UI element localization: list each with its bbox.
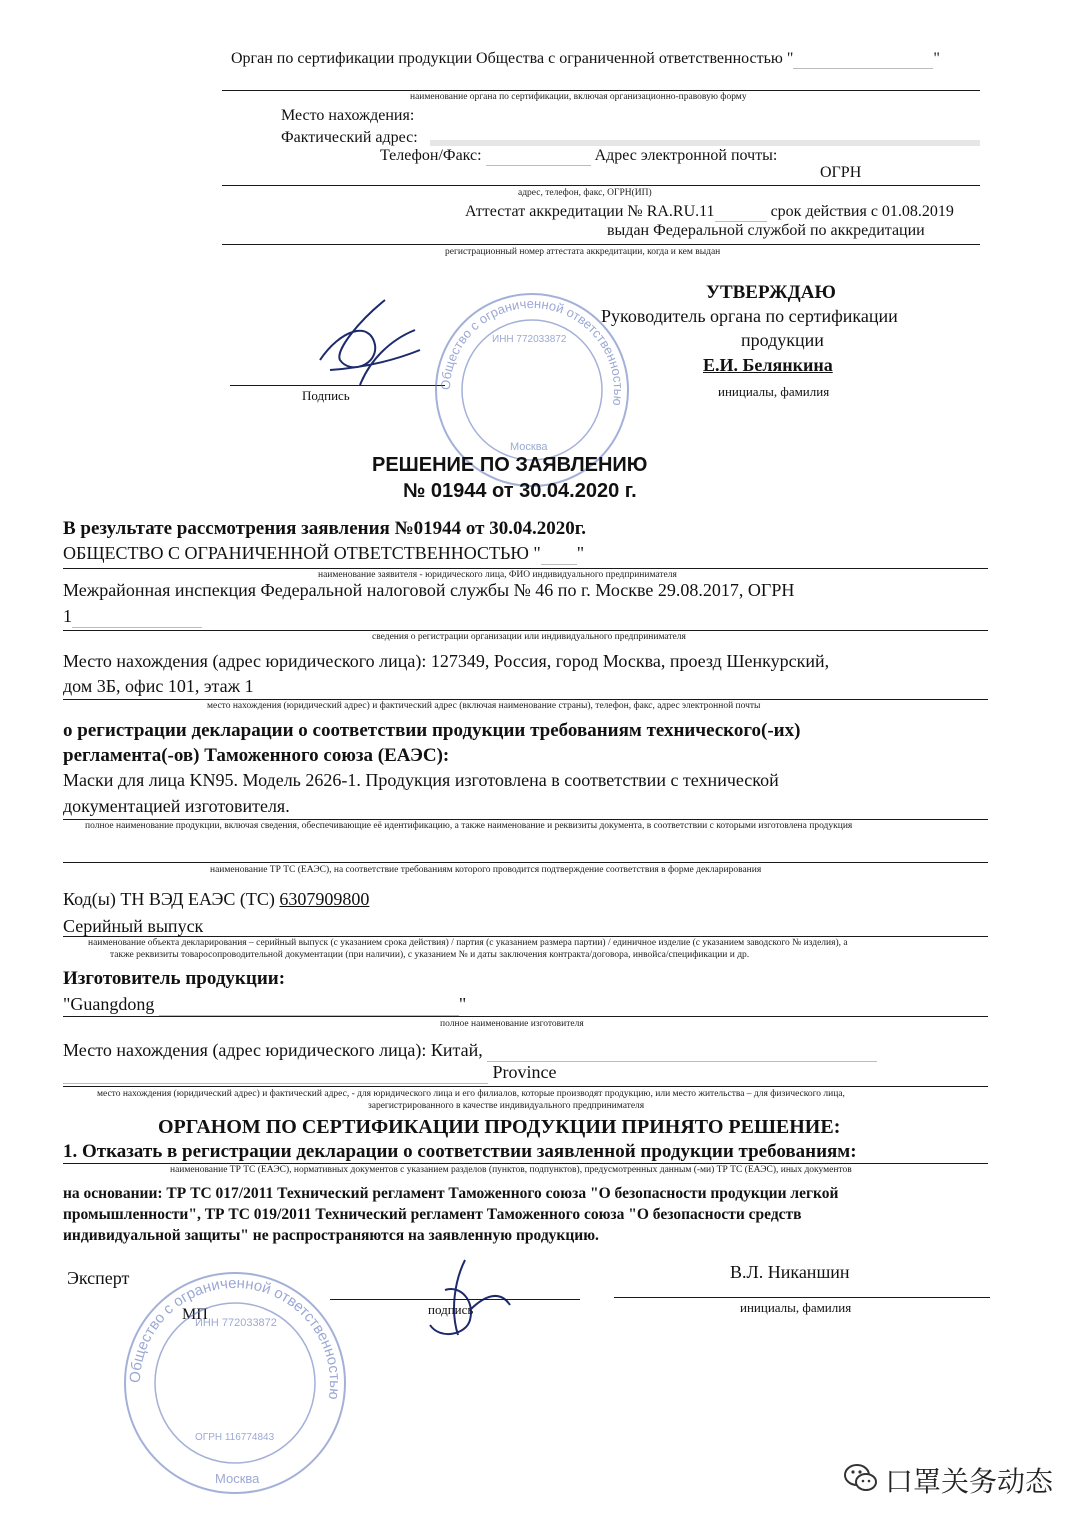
resolution-underline (63, 1163, 988, 1164)
head-title-2: продукции (741, 330, 824, 350)
accreditation-caption: регистрационный номер аттестата аккредитации, когда и кем выдан (445, 247, 721, 257)
org-caption: наименование органа по сертификации, включая организационно-правовую форму (410, 92, 747, 102)
expert-name-caption: инициалы, фамилия (740, 1300, 852, 1315)
org-title-underline (222, 90, 980, 91)
redacted-manufacturer-address-2 (63, 1062, 488, 1084)
product-description-underline (63, 819, 988, 820)
applicant-caption: наименование заявителя - юридического лица, ФИО индивидуального предпринимателя (318, 570, 677, 580)
expert-name: В.Л. Никаншин (730, 1262, 850, 1282)
registration-underline (63, 630, 988, 631)
approve-heading: УТВЕРЖДАЮ (706, 282, 836, 303)
svg-text:ИНН 772033872: ИНН 772033872 (492, 334, 567, 345)
head-signature-line (230, 385, 445, 386)
hs-code-line: Код(ы) ТН ВЭД ЕАЭС (ТС) 6307909800 (63, 889, 370, 909)
phone-line: Телефон/Факс: Адрес электронной почты: (380, 147, 778, 164)
org-title: Орган по сертификации продукции Общества с ограниченной ответственностью " " (231, 50, 940, 67)
contacts-caption: адрес, телефон, факс, ОГРН(ИП) (518, 188, 652, 198)
tr-caption: наименование ТР ТС (ЕАЭС), на соответствие требованиям которого проводится подтверждение соответствия в форме декларирования (210, 865, 762, 875)
redacted-ogrn (72, 606, 202, 628)
decision-title: РЕШЕНИЕ ПО ЗАЯВЛЕНИЮ (372, 454, 648, 476)
head-name-caption: инициалы, фамилия (718, 384, 830, 399)
svg-text:Общество с ограниченной ответс: Общество с ограниченной ответственностью (437, 295, 627, 407)
contacts-underline (222, 185, 980, 186)
applicant-address-2: дом 3Б, офис 101, этаж 1 (63, 676, 254, 696)
wechat-icon (843, 1460, 879, 1496)
manufacturer-address-1: Место нахождения (адрес юридического лица): Китай, (63, 1040, 877, 1062)
applicant-address-caption: место нахождения (юридический адрес) и фактический адрес (включая наименование страны), телефон, факс, адрес электронной почты (207, 701, 761, 711)
manufacturer-address-underline (63, 1086, 988, 1087)
svg-text:ОГРН 116774843: ОГРН 116774843 (195, 1432, 275, 1443)
expert-signature-caption: подпись (428, 1302, 474, 1317)
redacted-manufacturer (159, 994, 459, 1016)
redacted-applicant (541, 543, 577, 565)
registration-ogrn: 1 (63, 606, 202, 628)
ogrn-label: ОГРН (820, 164, 862, 181)
manufacturer-name: "Guangdong " (63, 994, 467, 1014)
product-description-2: документацией изготовителя. (63, 796, 290, 816)
expert-signature (400, 1250, 520, 1350)
expert-signature-line (330, 1299, 580, 1300)
hs-code: 6307909800 (279, 889, 370, 909)
manufacturer-label: Изготовитель продукции: (63, 968, 286, 989)
location-label: Место нахождения: (281, 107, 415, 124)
manufacturer-address-caption-2: зарегистрированного в качестве индивидуального предпринимателя (368, 1101, 645, 1111)
product-description-1: Маски для лица KN95. Модель 2626-1. Продукция изготовлена в соответствии с технической (63, 770, 779, 790)
actual-address-label: Фактический адрес: (281, 129, 418, 146)
applicant-address-underline (63, 699, 988, 700)
redacted-accreditation (715, 203, 767, 222)
accreditation-underline (222, 244, 980, 245)
serial-release: Серийный выпуск (63, 916, 204, 936)
resolution-item-1: 1. Отказать в регистрации декларации о соответствии заявленной продукции требованиям: (63, 1141, 857, 1162)
accreditation-line-1: Аттестат аккредитации № RA.RU.11 срок действия с 01.08.2019 (465, 203, 954, 220)
resolution-caption: наименование ТР ТС (ЕАЭС), нормативных документов с указанием разделов (пунктов, подпунктов), предусмотренных данным (-ми) ТР ТС (ЕАЭС), иных документов (170, 1165, 852, 1175)
tr-underline (63, 862, 988, 863)
object-caption-1: наименование объекта декларирования – серийный выпуск (с указанием срока действия) / партия (с указанием размера партии) / единичное изделие (с указанием заводского № изделия), а (88, 938, 848, 948)
manufacturer-underline (63, 1016, 988, 1017)
resolution-heading: ОРГАНОМ ПО СЕРТИФИКАЦИИ ПРОДУКЦИИ ПРИНЯТО РЕШЕНИЕ: (158, 1116, 841, 1138)
svg-text:Москва: Москва (510, 441, 548, 453)
redacted-manufacturer-address (487, 1040, 877, 1062)
manufacturer-address-caption-1: место нахождения (юридический адрес) и фактический адрес, - для юридического лица и его филиалов, которые производят продукцию, или место жительства – для физического лица, (97, 1089, 845, 1099)
applicant-address-1: Место нахождения (адрес юридического лица): 127349, Россия, город Москва, проезд Шенкурский, (63, 651, 830, 671)
basis-line-3: индивидуальной защиты" не распространяются на заявленную продукцию. (63, 1227, 599, 1244)
head-signature-caption: Подпись (302, 388, 350, 403)
decision-number: № 01944 от 30.04.2020 г. (403, 480, 637, 502)
basis-line-2: промышленности", ТР ТС 019/2011 Технический регламент Таможенного союза "О безопасности средств (63, 1206, 802, 1223)
head-name: Е.И. Белянкина (703, 355, 833, 375)
product-description-caption: полное наименование продукции, включая сведения, обеспечивающие её идентификацию, а также наименование и реквизиты документа, в соответствии с которыми изготовлена продукция (85, 821, 853, 831)
redacted-address (430, 140, 980, 146)
expert-name-line (614, 1297, 990, 1298)
accreditation-line-2: выдан Федеральной службой по аккредитации (607, 222, 925, 239)
watermark-text: 口罩关务动态 (885, 1466, 1054, 1497)
head-title-1: Руководитель органа по сертификации (601, 306, 898, 326)
stamp-place-label: МП (182, 1306, 208, 1323)
object-caption-2: также реквизиты товаросопроводительной документации (при наличии), с указанием № и даты заключения контракта/договора, инвойса/спецификации и др. (110, 950, 750, 960)
product-heading-2: регламента(-ов) Таможенного союза (ЕАЭС): (63, 745, 450, 766)
product-heading-1: о регистрации декларации о соответствии продукции требованиям технического(-их) (63, 720, 801, 741)
svg-text:Общество с ограниченной ответс: Общество с ограниченной ответственностью (126, 1274, 344, 1401)
company-stamp-bottom (120, 1268, 350, 1498)
manufacturer-caption: полное наименование изготовителя (440, 1019, 584, 1029)
redacted-org-name (793, 50, 933, 69)
registration-caption: сведения о регистрации организации или индивидуального предпринимателя (372, 632, 686, 642)
expert-label: Эксперт (67, 1268, 130, 1288)
applicant-underline (63, 568, 988, 569)
basis-line-1: на основании: ТР ТС 017/2011 Технический регламент Таможенного союза "О безопасности продукции легкой (63, 1185, 839, 1202)
applicant-name: ОБЩЕСТВО С ОГРАНИЧЕННОЙ ОТВЕТСТВЕННОСТЬЮ " " (63, 543, 585, 563)
svg-text:Москва: Москва (215, 1471, 260, 1486)
head-signature (290, 290, 430, 395)
svg-text:ИНН 772033872: ИНН 772033872 (195, 1317, 277, 1329)
review-line: В результате рассмотрения заявления №01944 от 30.04.2020г. (63, 518, 586, 539)
serial-underline (63, 936, 988, 937)
manufacturer-address-2: Province (63, 1062, 556, 1084)
registration-line: Межрайонная инспекция Федеральной налоговой службы № 46 по г. Москве 29.08.2017, ОГРН (63, 580, 795, 600)
redacted-phone (486, 147, 591, 166)
